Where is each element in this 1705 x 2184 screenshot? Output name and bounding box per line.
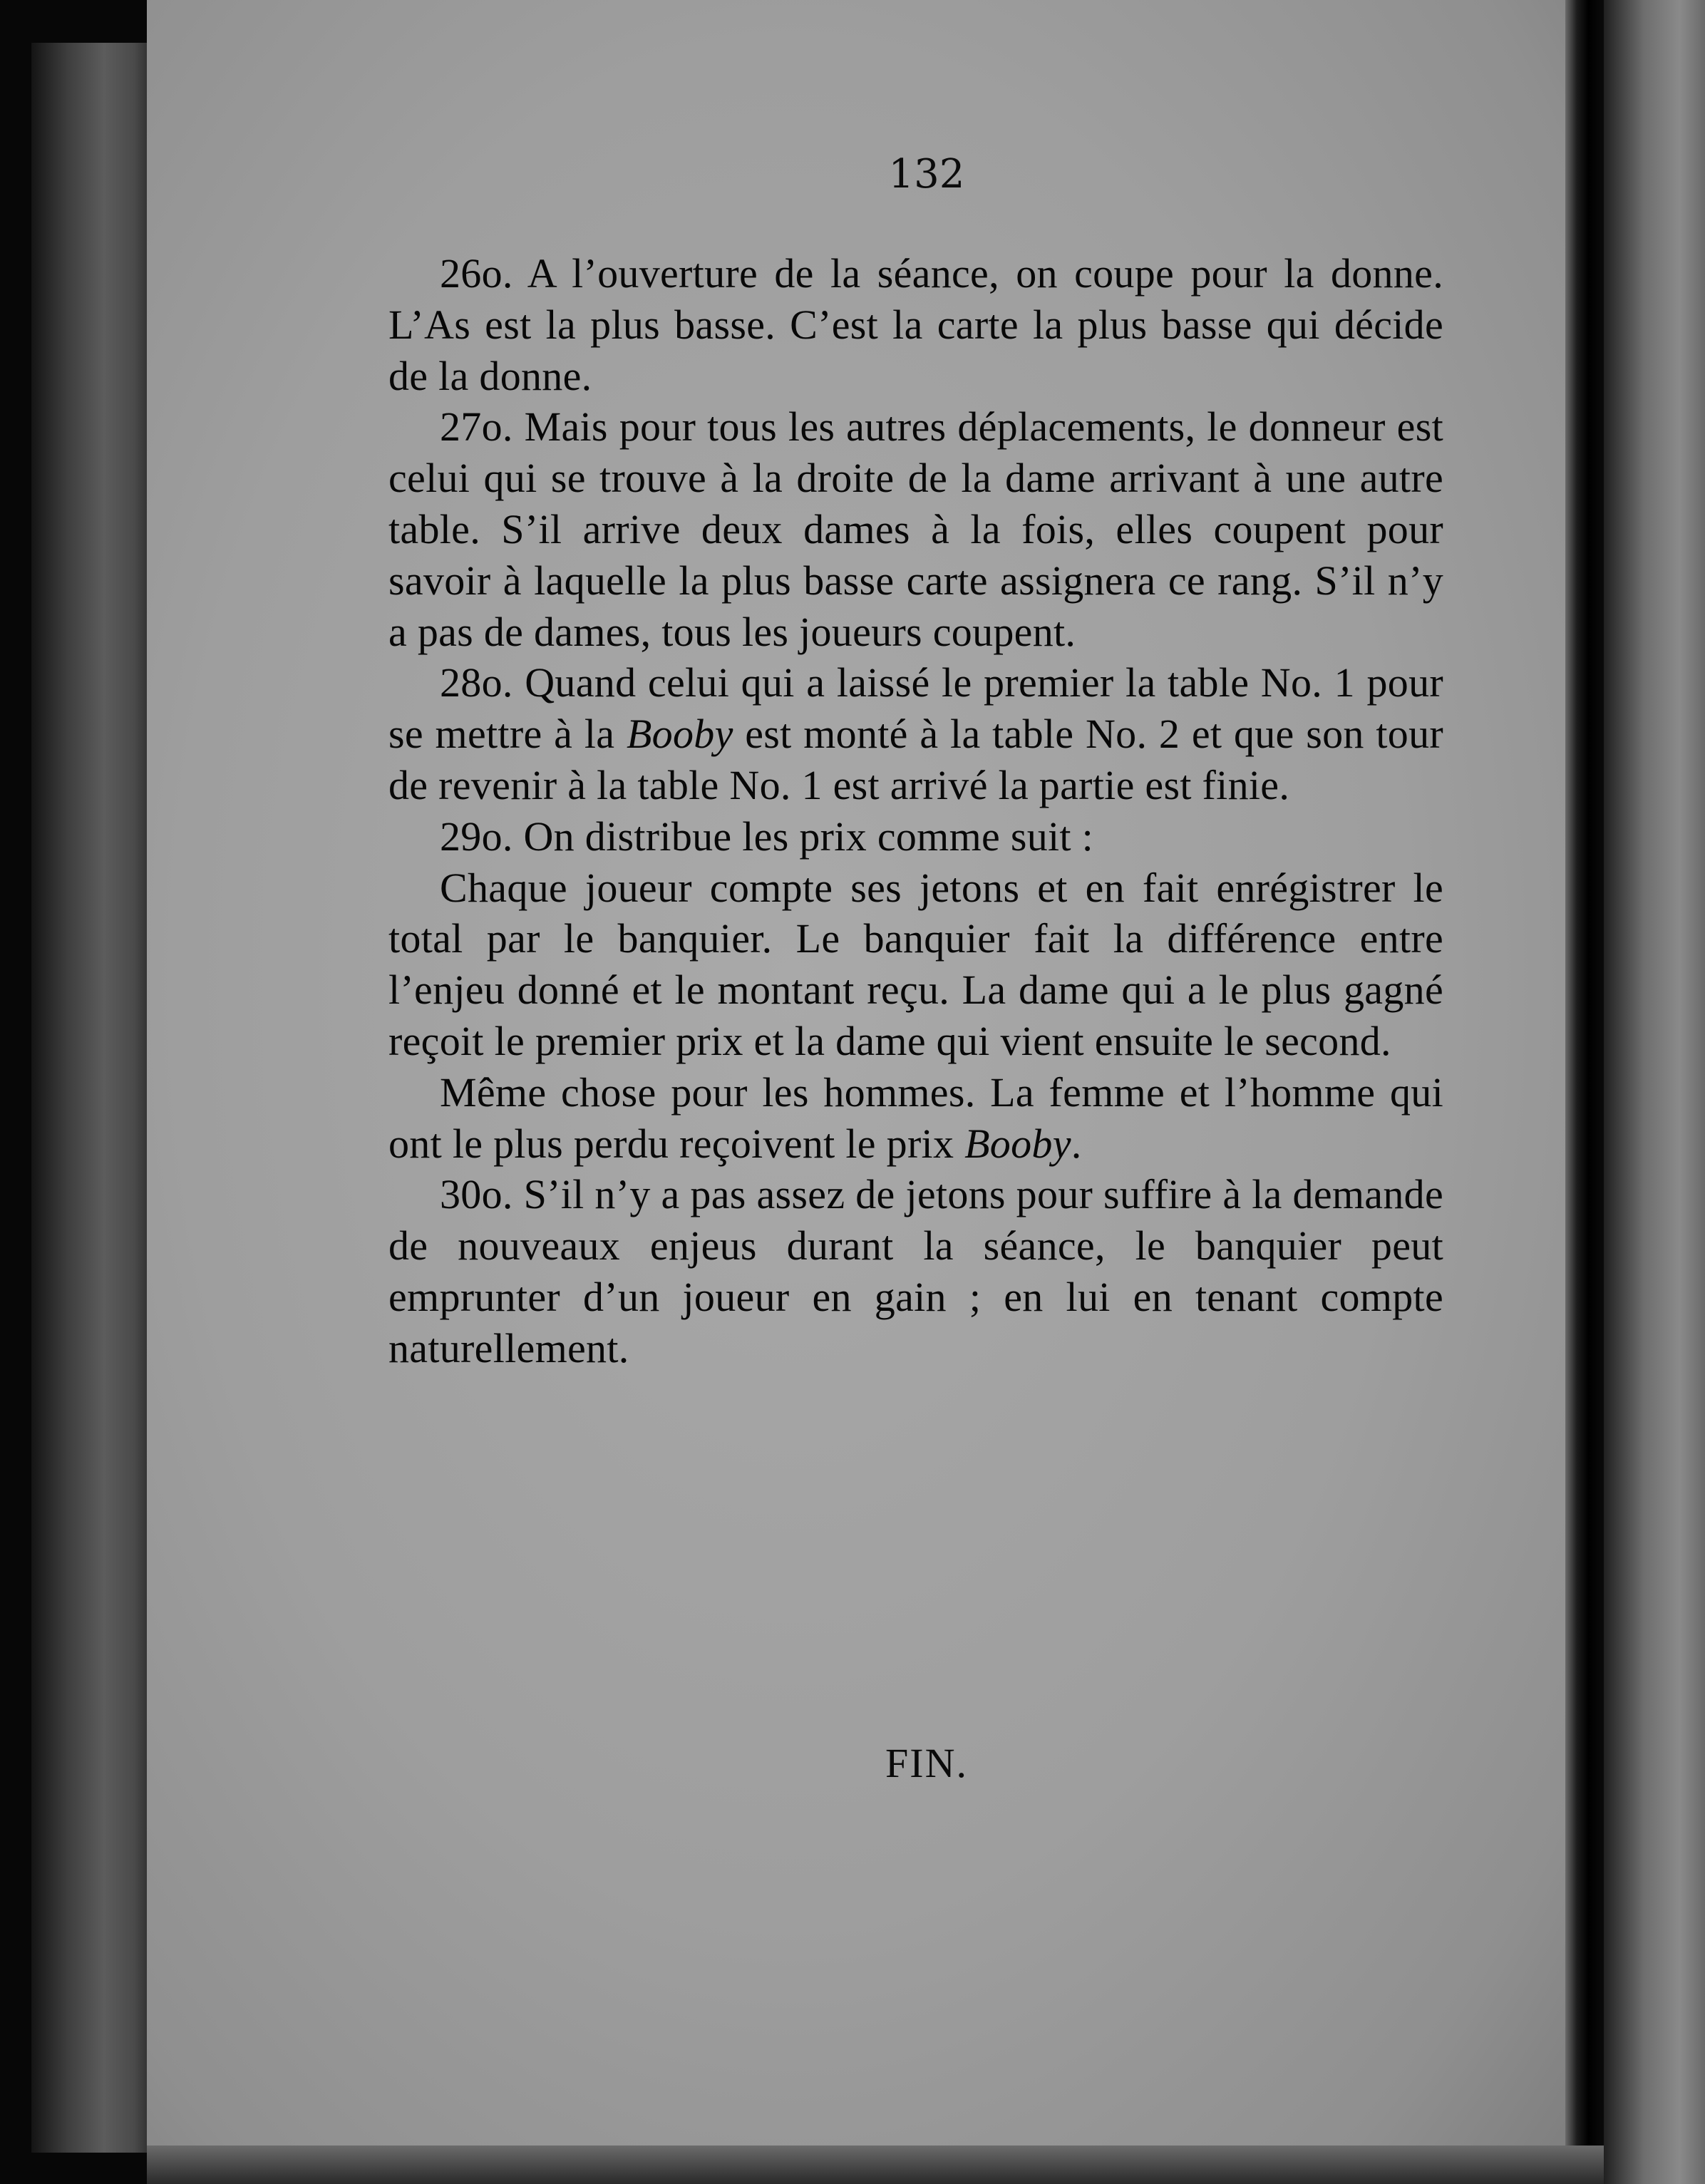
paragraph: [388, 401, 1443, 657]
binding-gutter-shadow: [1565, 0, 1604, 2184]
paragraph-text: .: [1071, 1120, 1082, 1167]
paragraph: [388, 811, 1443, 862]
paragraph-text: 26o. A l’ouverture de la séance, on coupe pour la donne. L’As est la plus basse. C’est la carte la plus basse qui décide de la donne.: [388, 250, 1443, 399]
paragraph: [388, 1067, 1443, 1170]
paragraph-text: 28o. Quand celui qui a laissé le premier la table No. 1 pour se mettre à la: [388, 659, 1443, 758]
paragraph: [388, 657, 1443, 810]
page-number: 132: [888, 151, 965, 197]
paragraph-text: 29o. On distribue les prix comme suit :: [440, 813, 1094, 860]
paragraph: [388, 248, 1443, 401]
body-text: [388, 248, 1443, 1374]
italic-text: Booby: [626, 711, 733, 758]
italic-text: Booby: [964, 1120, 1071, 1167]
paragraph-text: Chaque joueur compte ses jetons et en fait enrégistrer le total par le banquier. Le banquier fait la différence entre l’enjeu donné et le montant reçu. La dame qui a le plus gagné reçoit le premier prix et la dame qui vient ensuite le second.: [388, 864, 1443, 1064]
end-mark: FIN.: [885, 1740, 968, 1786]
paragraph: [388, 862, 1443, 1067]
paragraph-text: 27o. Mais pour tous les autres déplacements, le donneur est celui qui se trouve à la droite de la dame arrivant à une autre table. S’il arrive deux dames à la fois, elles coupent pour savoir à laquelle la plus basse carte assignera ce rang. S’il n’y a pas de dames, tous les joueurs coupent.: [388, 403, 1443, 655]
paragraph-text: Même chose pour les hommes. La femme et l’homme qui ont le plus perdu reçoivent le prix: [388, 1068, 1443, 1167]
paragraph: [388, 1169, 1443, 1374]
right-page-edge: [1604, 0, 1705, 2184]
left-page-edge: [31, 43, 153, 2153]
bottom-page-edge: [147, 2146, 1604, 2184]
paragraph-text: est monté à la table No. 2 et que son tour de revenir à la table No. 1 est arrivé la partie est finie.: [388, 711, 1443, 808]
paragraph-text: 30o. S’il n’y a pas assez de jetons pour suffire à la demande de nouveaux enjeus durant la séance, le banquier peut emprunter d’un joueur en gain ; en lui en tenant compte naturellement.: [388, 1171, 1443, 1371]
